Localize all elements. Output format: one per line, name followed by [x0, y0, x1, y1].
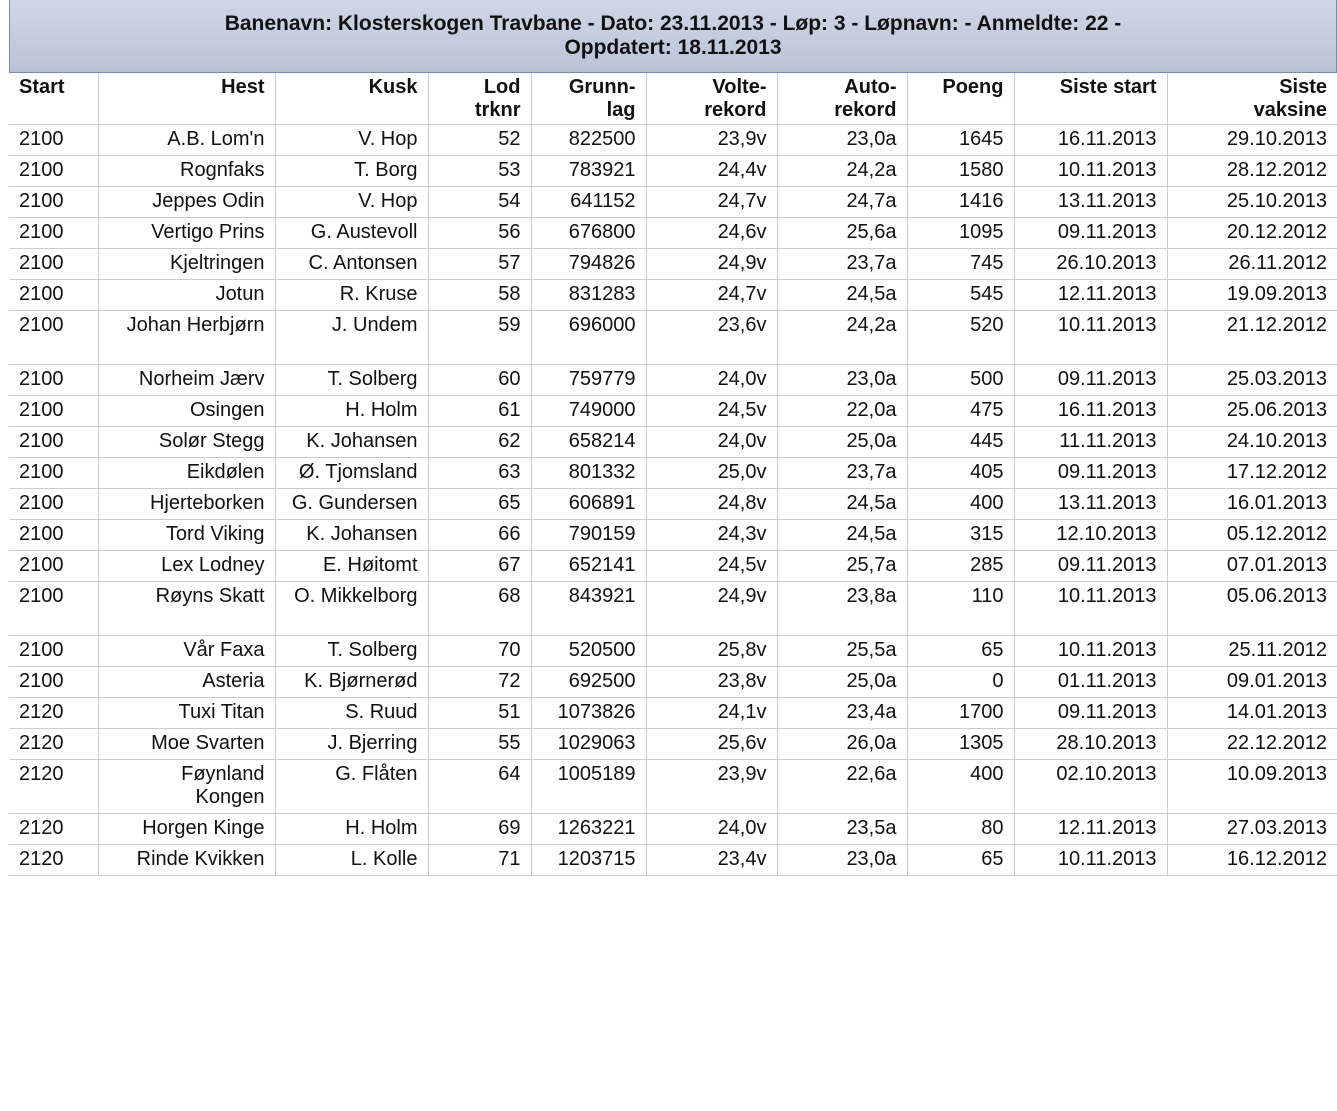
table-cell: 23,8a — [777, 581, 907, 635]
table-cell: V. Hop — [275, 124, 428, 155]
table-row — [9, 364, 1337, 395]
table-cell: 24,3v — [646, 519, 777, 550]
table-cell: L. Kolle — [275, 844, 428, 875]
column-header-text: Volte- — [712, 76, 767, 98]
table-cell: 10.11.2013 — [1014, 635, 1167, 666]
table-cell: 658214 — [531, 426, 646, 457]
table-row — [9, 759, 1337, 813]
table-cell: 71 — [428, 844, 531, 875]
table-row — [9, 248, 1337, 279]
table-cell: Asteria — [98, 666, 275, 697]
column-header-text: Lod — [483, 76, 521, 98]
column-header — [9, 73, 98, 124]
table-row — [9, 550, 1337, 581]
table-cell: 26.10.2013 — [1014, 248, 1167, 279]
table-cell: Tord Viking — [98, 519, 275, 550]
table-cell: 2120 — [9, 759, 98, 813]
table-cell: 12.11.2013 — [1014, 279, 1167, 310]
column-header-text: Auto- — [844, 76, 897, 98]
table-cell: 07.01.2013 — [1167, 550, 1337, 581]
table-cell: Solør Stegg — [98, 426, 275, 457]
table-cell: 400 — [907, 759, 1014, 813]
table-cell: 52 — [428, 124, 531, 155]
table-cell: 285 — [907, 550, 1014, 581]
table-cell: 09.11.2013 — [1014, 364, 1167, 395]
table-cell: 2100 — [9, 310, 98, 364]
table-cell: 749000 — [531, 395, 646, 426]
table-cell: 54 — [428, 186, 531, 217]
column-header-text: Grunn- — [568, 76, 636, 98]
table-row — [9, 635, 1337, 666]
table-cell: 65 — [907, 844, 1014, 875]
column-header-text: Hest — [221, 76, 265, 98]
table-cell: 2120 — [9, 728, 98, 759]
table-cell: 831283 — [531, 279, 646, 310]
table-cell: 23,9v — [646, 759, 777, 813]
table-cell: 62 — [428, 426, 531, 457]
table-cell: 24,5a — [777, 279, 907, 310]
table-cell: Vår Faxa — [98, 635, 275, 666]
table-cell: 2100 — [9, 550, 98, 581]
table-cell: 28.12.2012 — [1167, 155, 1337, 186]
table-cell: 24,0v — [646, 813, 777, 844]
table-cell: Johan Herbjørn — [98, 310, 275, 364]
table-cell: 16.01.2013 — [1167, 488, 1337, 519]
table-header — [9, 73, 1337, 124]
table-cell: 606891 — [531, 488, 646, 519]
table-cell: 25,0a — [777, 426, 907, 457]
table-cell: 59 — [428, 310, 531, 364]
table-cell: 2100 — [9, 364, 98, 395]
table-cell: 2100 — [9, 519, 98, 550]
table-cell: T. Borg — [275, 155, 428, 186]
column-header — [1014, 73, 1167, 124]
column-header-text: lag — [606, 99, 636, 121]
table-cell: 25,7a — [777, 550, 907, 581]
column-header-text: Start — [19, 76, 65, 98]
column-header — [1167, 73, 1337, 124]
table-cell: Røyns Skatt — [98, 581, 275, 635]
table-cell: 2100 — [9, 635, 98, 666]
table-cell: 12.10.2013 — [1014, 519, 1167, 550]
table-cell: 1029063 — [531, 728, 646, 759]
table-cell: 1263221 — [531, 813, 646, 844]
table-row — [9, 124, 1337, 155]
table-cell: 24,0v — [646, 364, 777, 395]
table-cell: 24,7a — [777, 186, 907, 217]
table-cell: 10.09.2013 — [1167, 759, 1337, 813]
table-cell: K. Johansen — [275, 519, 428, 550]
table-cell: 405 — [907, 457, 1014, 488]
table-cell: 09.11.2013 — [1014, 550, 1167, 581]
column-header — [98, 73, 275, 124]
table-row — [9, 395, 1337, 426]
race-entry-page — [9, 0, 1337, 876]
table-cell: 2100 — [9, 395, 98, 426]
table-cell: 2120 — [9, 813, 98, 844]
table-cell: 1095 — [907, 217, 1014, 248]
table-cell: 24,4v — [646, 155, 777, 186]
table-cell: O. Mikkelborg — [275, 581, 428, 635]
table-cell: 24,1v — [646, 697, 777, 728]
table-cell: H. Holm — [275, 813, 428, 844]
table-cell: 475 — [907, 395, 1014, 426]
table-cell: 2100 — [9, 124, 98, 155]
table-cell: 57 — [428, 248, 531, 279]
table-cell: 25,0v — [646, 457, 777, 488]
table-cell: T. Solberg — [275, 635, 428, 666]
title-banner — [9, 0, 1337, 73]
title-line-2: Oppdatert: 18.11.2013 — [564, 36, 782, 59]
table-cell: 520500 — [531, 635, 646, 666]
table-cell: 09.01.2013 — [1167, 666, 1337, 697]
table-cell: 25.03.2013 — [1167, 364, 1337, 395]
table-cell: R. Kruse — [275, 279, 428, 310]
table-cell: 26.11.2012 — [1167, 248, 1337, 279]
table-cell: 23,5a — [777, 813, 907, 844]
table-row — [9, 186, 1337, 217]
table-cell: 67 — [428, 550, 531, 581]
table-cell: Rognfaks — [98, 155, 275, 186]
table-row — [9, 457, 1337, 488]
table-cell: Eikdølen — [98, 457, 275, 488]
table-cell: 641152 — [531, 186, 646, 217]
table-cell: 22.12.2012 — [1167, 728, 1337, 759]
table-cell: 24,5v — [646, 550, 777, 581]
table-cell: 676800 — [531, 217, 646, 248]
table-cell: 783921 — [531, 155, 646, 186]
table-cell: C. Antonsen — [275, 248, 428, 279]
table-cell: 24,7v — [646, 279, 777, 310]
table-row — [9, 844, 1337, 875]
table-cell: 09.11.2013 — [1014, 457, 1167, 488]
table-cell: Tuxi Titan — [98, 697, 275, 728]
table-cell: 24,5a — [777, 488, 907, 519]
table-row — [9, 813, 1337, 844]
table-cell: 14.01.2013 — [1167, 697, 1337, 728]
column-header-text: Kusk — [368, 76, 418, 98]
table-body — [9, 124, 1337, 875]
table-cell: 2100 — [9, 155, 98, 186]
table-cell: A.B. Lom'n — [98, 124, 275, 155]
column-header — [907, 73, 1014, 124]
table-cell: 1416 — [907, 186, 1014, 217]
table-cell: Vertigo Prins — [98, 217, 275, 248]
table-cell: Osingen — [98, 395, 275, 426]
table-cell: 794826 — [531, 248, 646, 279]
table-cell: Lex Lodney — [98, 550, 275, 581]
table-cell: 801332 — [531, 457, 646, 488]
table-cell: Kjeltringen — [98, 248, 275, 279]
column-header-text: Siste — [1279, 76, 1327, 98]
table-cell: Rinde Kvikken — [98, 844, 275, 875]
table-row — [9, 155, 1337, 186]
table-row — [9, 697, 1337, 728]
table-cell: 23,6v — [646, 310, 777, 364]
table-row — [9, 728, 1337, 759]
table-cell: 2120 — [9, 844, 98, 875]
table-row — [9, 310, 1337, 364]
table-row — [9, 426, 1337, 457]
table-cell: G. Flåten — [275, 759, 428, 813]
table-cell: Norheim Jærv — [98, 364, 275, 395]
table-cell: 23,9v — [646, 124, 777, 155]
table-cell: 23,0a — [777, 364, 907, 395]
table-cell: 16.12.2012 — [1167, 844, 1337, 875]
table-cell: V. Hop — [275, 186, 428, 217]
table-cell: Ø. Tjomsland — [275, 457, 428, 488]
table-cell: Jeppes Odin — [98, 186, 275, 217]
table-cell: T. Solberg — [275, 364, 428, 395]
table-cell: 68 — [428, 581, 531, 635]
table-cell: 72 — [428, 666, 531, 697]
table-cell: 25,8v — [646, 635, 777, 666]
table-cell: 2100 — [9, 186, 98, 217]
table-cell: 24,0v — [646, 426, 777, 457]
table-cell: Hjerteborken — [98, 488, 275, 519]
table-cell: 10.11.2013 — [1014, 310, 1167, 364]
table-cell: 0 — [907, 666, 1014, 697]
table-cell: G. Austevoll — [275, 217, 428, 248]
entries-table — [9, 73, 1337, 876]
column-header — [428, 73, 531, 124]
table-cell: 1580 — [907, 155, 1014, 186]
table-cell: 25.06.2013 — [1167, 395, 1337, 426]
table-cell: 2120 — [9, 697, 98, 728]
table-cell: 745 — [907, 248, 1014, 279]
table-cell: S. Ruud — [275, 697, 428, 728]
table-cell: 80 — [907, 813, 1014, 844]
table-cell: 1305 — [907, 728, 1014, 759]
table-cell: 29.10.2013 — [1167, 124, 1337, 155]
table-cell: 17.12.2012 — [1167, 457, 1337, 488]
table-cell: 23,0a — [777, 844, 907, 875]
table-cell: 1005189 — [531, 759, 646, 813]
table-cell: 24,6v — [646, 217, 777, 248]
table-cell: 20.12.2012 — [1167, 217, 1337, 248]
table-row — [9, 666, 1337, 697]
table-cell: 22,0a — [777, 395, 907, 426]
table-cell: 2100 — [9, 279, 98, 310]
table-cell: 23,7a — [777, 457, 907, 488]
table-cell: 24.10.2013 — [1167, 426, 1337, 457]
table-cell: 25,6a — [777, 217, 907, 248]
table-cell: 65 — [428, 488, 531, 519]
column-header-text: Poeng — [942, 76, 1004, 98]
table-cell: 25,0a — [777, 666, 907, 697]
title-line-1: Banenavn: Klosterskogen Travbane - Dato: 23.11.2013 - Løp: 3 - Løpnavn: - Anmeldte: 22 - — [224, 12, 1122, 35]
table-cell: 790159 — [531, 519, 646, 550]
table-cell: Jotun — [98, 279, 275, 310]
table-cell: Føynland Kongen — [98, 759, 275, 813]
table-cell: 23,7a — [777, 248, 907, 279]
table-cell: K. Johansen — [275, 426, 428, 457]
table-row — [9, 488, 1337, 519]
table-cell: 24,2a — [777, 310, 907, 364]
table-cell: 28.10.2013 — [1014, 728, 1167, 759]
table-cell: 24,9v — [646, 581, 777, 635]
table-cell: 24,5v — [646, 395, 777, 426]
table-cell: 13.11.2013 — [1014, 488, 1167, 519]
table-cell: 24,9v — [646, 248, 777, 279]
table-cell: 822500 — [531, 124, 646, 155]
table-cell: 24,2a — [777, 155, 907, 186]
table-cell: 24,8v — [646, 488, 777, 519]
table-cell: 1203715 — [531, 844, 646, 875]
table-cell: 759779 — [531, 364, 646, 395]
table-cell: 843921 — [531, 581, 646, 635]
column-header-text: trknr — [474, 99, 521, 121]
table-cell: 60 — [428, 364, 531, 395]
table-cell: 65 — [907, 635, 1014, 666]
table-cell: 2100 — [9, 217, 98, 248]
table-cell: 23,4a — [777, 697, 907, 728]
table-cell: 500 — [907, 364, 1014, 395]
table-cell: 25,5a — [777, 635, 907, 666]
table-cell: 23,4v — [646, 844, 777, 875]
table-cell: 11.11.2013 — [1014, 426, 1167, 457]
column-header-text: vaksine — [1253, 99, 1327, 121]
table-cell: K. Bjørnerød — [275, 666, 428, 697]
table-cell: 63 — [428, 457, 531, 488]
table-cell: 27.03.2013 — [1167, 813, 1337, 844]
table-cell: 69 — [428, 813, 531, 844]
table-cell: 2100 — [9, 666, 98, 697]
column-header-text: Siste start — [1059, 76, 1157, 98]
table-cell: 05.06.2013 — [1167, 581, 1337, 635]
table-cell: 315 — [907, 519, 1014, 550]
table-cell: 10.11.2013 — [1014, 155, 1167, 186]
table-cell: G. Gundersen — [275, 488, 428, 519]
table-cell: 545 — [907, 279, 1014, 310]
table-cell: 61 — [428, 395, 531, 426]
table-cell: Moe Svarten — [98, 728, 275, 759]
table-cell: 22,6a — [777, 759, 907, 813]
table-cell: H. Holm — [275, 395, 428, 426]
column-header — [275, 73, 428, 124]
column-header — [531, 73, 646, 124]
table-cell: 2100 — [9, 581, 98, 635]
table-cell: E. Høitomt — [275, 550, 428, 581]
table-cell: 26,0a — [777, 728, 907, 759]
table-cell: 70 — [428, 635, 531, 666]
table-cell: 58 — [428, 279, 531, 310]
table-cell: 2100 — [9, 248, 98, 279]
table-cell: 2100 — [9, 488, 98, 519]
table-cell: 1645 — [907, 124, 1014, 155]
table-cell: 24,5a — [777, 519, 907, 550]
table-cell: 19.09.2013 — [1167, 279, 1337, 310]
table-cell: 02.10.2013 — [1014, 759, 1167, 813]
table-cell: 2100 — [9, 426, 98, 457]
table-cell: J. Undem — [275, 310, 428, 364]
table-row — [9, 279, 1337, 310]
table-cell: 400 — [907, 488, 1014, 519]
column-header — [777, 73, 907, 124]
column-header-text: rekord — [704, 99, 767, 121]
table-cell: 10.11.2013 — [1014, 844, 1167, 875]
table-cell: 66 — [428, 519, 531, 550]
table-cell: 53 — [428, 155, 531, 186]
table-cell: 01.11.2013 — [1014, 666, 1167, 697]
table-cell: 55 — [428, 728, 531, 759]
table-cell: 51 — [428, 697, 531, 728]
table-cell: 05.12.2012 — [1167, 519, 1337, 550]
table-row — [9, 217, 1337, 248]
table-row — [9, 519, 1337, 550]
table-cell: 64 — [428, 759, 531, 813]
table-cell: 24,7v — [646, 186, 777, 217]
table-cell: 23,0a — [777, 124, 907, 155]
table-cell: 09.11.2013 — [1014, 697, 1167, 728]
table-row — [9, 581, 1337, 635]
column-header-text: rekord — [834, 99, 897, 121]
table-cell: 13.11.2013 — [1014, 186, 1167, 217]
table-cell: J. Bjerring — [275, 728, 428, 759]
table-cell: 10.11.2013 — [1014, 581, 1167, 635]
table-cell: 1073826 — [531, 697, 646, 728]
table-cell: 56 — [428, 217, 531, 248]
table-cell: 16.11.2013 — [1014, 395, 1167, 426]
column-header — [646, 73, 777, 124]
table-cell: 520 — [907, 310, 1014, 364]
table-cell: 2100 — [9, 457, 98, 488]
table-cell: 445 — [907, 426, 1014, 457]
table-cell: 692500 — [531, 666, 646, 697]
table-cell: 16.11.2013 — [1014, 124, 1167, 155]
table-cell: 25,6v — [646, 728, 777, 759]
table-cell: 696000 — [531, 310, 646, 364]
table-cell: Horgen Kinge — [98, 813, 275, 844]
table-cell: 110 — [907, 581, 1014, 635]
table-cell: 652141 — [531, 550, 646, 581]
table-cell: 09.11.2013 — [1014, 217, 1167, 248]
table-cell: 25.11.2012 — [1167, 635, 1337, 666]
table-cell: 25.10.2013 — [1167, 186, 1337, 217]
table-cell: 1700 — [907, 697, 1014, 728]
table-cell: 23,8v — [646, 666, 777, 697]
table-cell: 12.11.2013 — [1014, 813, 1167, 844]
table-cell: 21.12.2012 — [1167, 310, 1337, 364]
